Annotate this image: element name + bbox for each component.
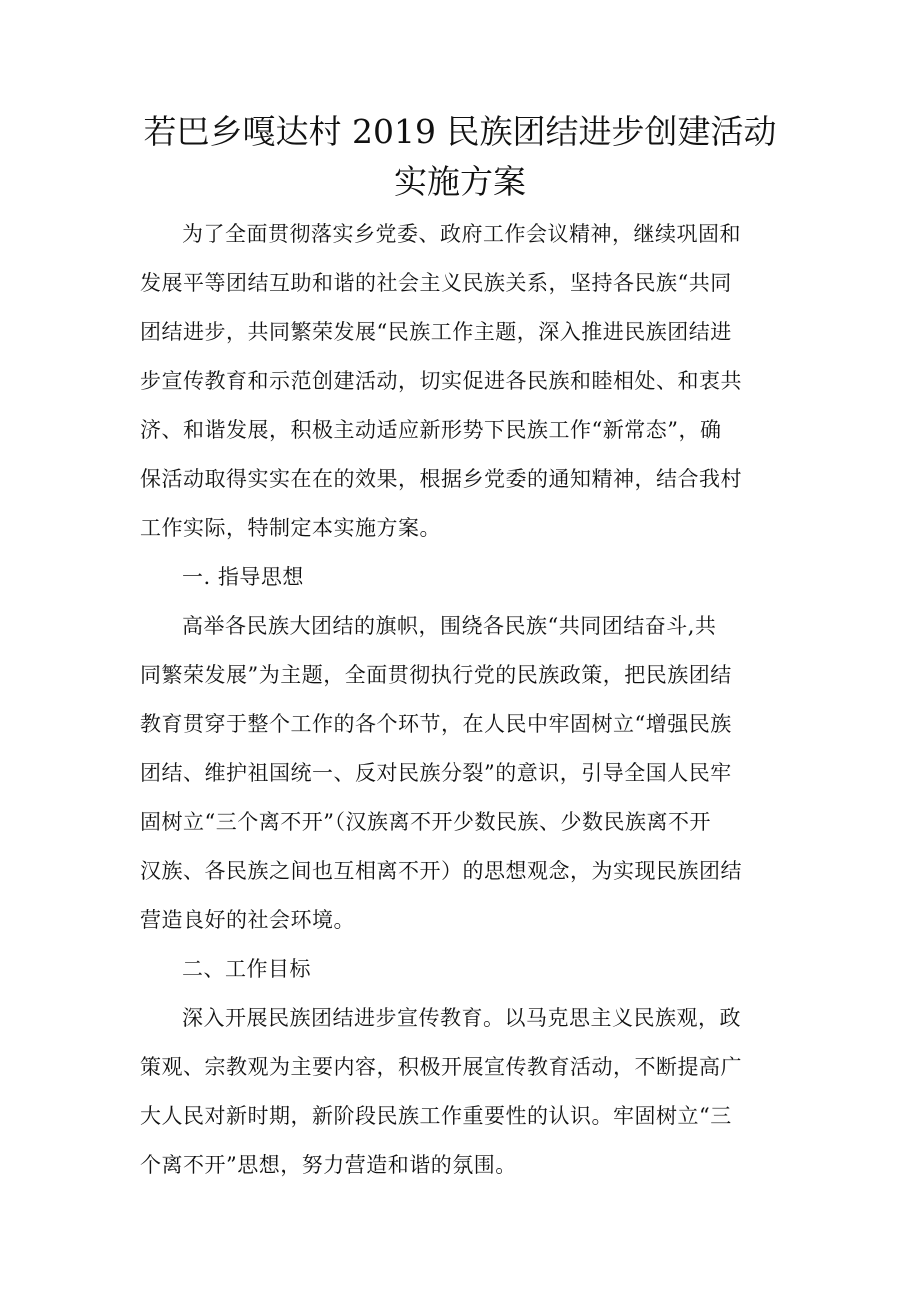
- text-line: 高举各民族大团结的旗帜，围绕各民族“共同团结奋斗,共: [182, 614, 717, 638]
- text-line: 发展平等团结互助和谐的社会主义民族关系，坚持各民族“共同: [140, 271, 732, 295]
- paragraph-intro: [140, 210, 800, 553]
- text-line: 营造良好的社会环境。: [140, 908, 355, 932]
- text-line: 教育贯穿于整个工作的各个环节，在人民中牢固树立“增强民族: [140, 712, 732, 736]
- paragraph-work-goals: [140, 994, 800, 1190]
- text-line: 大人民对新时期，新阶段民族工作重要性的认识。牢固树立“三: [140, 1104, 732, 1128]
- text-line: 汉族、各民族之间也互相离不开）的思想观念，为实现民族团结: [140, 859, 742, 883]
- text-line: 个离不开”思想，努力营造和谐的氛围。: [140, 1153, 517, 1177]
- text-line: 工作实际，特制定本实施方案。: [140, 516, 441, 540]
- text-line: 步宣传教育和示范创建活动，切实促进各民族和睦相处、和衷共: [140, 369, 742, 393]
- text-line: 深入开展民族团结进步宣传教育。以马克思主义民族观，政: [182, 1006, 741, 1030]
- section-heading-guiding-ideology: 一. 指导思想: [182, 565, 304, 589]
- text-line: 固树立“三个离不开”（汉族离不开少数民族、少数民族离不开: [140, 810, 711, 834]
- text-line: 同繁荣发展”为主题，全面贯彻执行党的民族政策，把民族团结: [140, 663, 732, 687]
- document-title-line-2: 实施方案: [394, 162, 526, 201]
- document-body: [140, 210, 800, 1190]
- text-line: 策观、宗教观为主要内容，积极开展宣传教育活动，不断提高广: [140, 1055, 742, 1079]
- section-heading-work-goals: 二、工作目标: [182, 957, 311, 981]
- text-line: 济、和谐发展，积极主动适应新形势下民族工作“新常态”，确: [140, 418, 722, 442]
- document-title-line-1: 若巴乡嘎达村 2019 民族团结进步创建活动: [143, 112, 777, 151]
- text-line: 团结进步，共同繁荣发展“民族工作主题，深入推进民族团结进: [140, 320, 732, 344]
- text-line: 团结、维护祖国统一、反对民族分裂”的意识，引导全国人民牢: [140, 761, 732, 785]
- paragraph-guiding-ideology: [140, 602, 800, 945]
- text-line: 保活动取得实实在在的效果，根据乡党委的通知精神，结合我村: [140, 467, 742, 491]
- text-line: 为了全面贯彻落实乡党委、政府工作会议精神，继续巩固和: [182, 222, 741, 246]
